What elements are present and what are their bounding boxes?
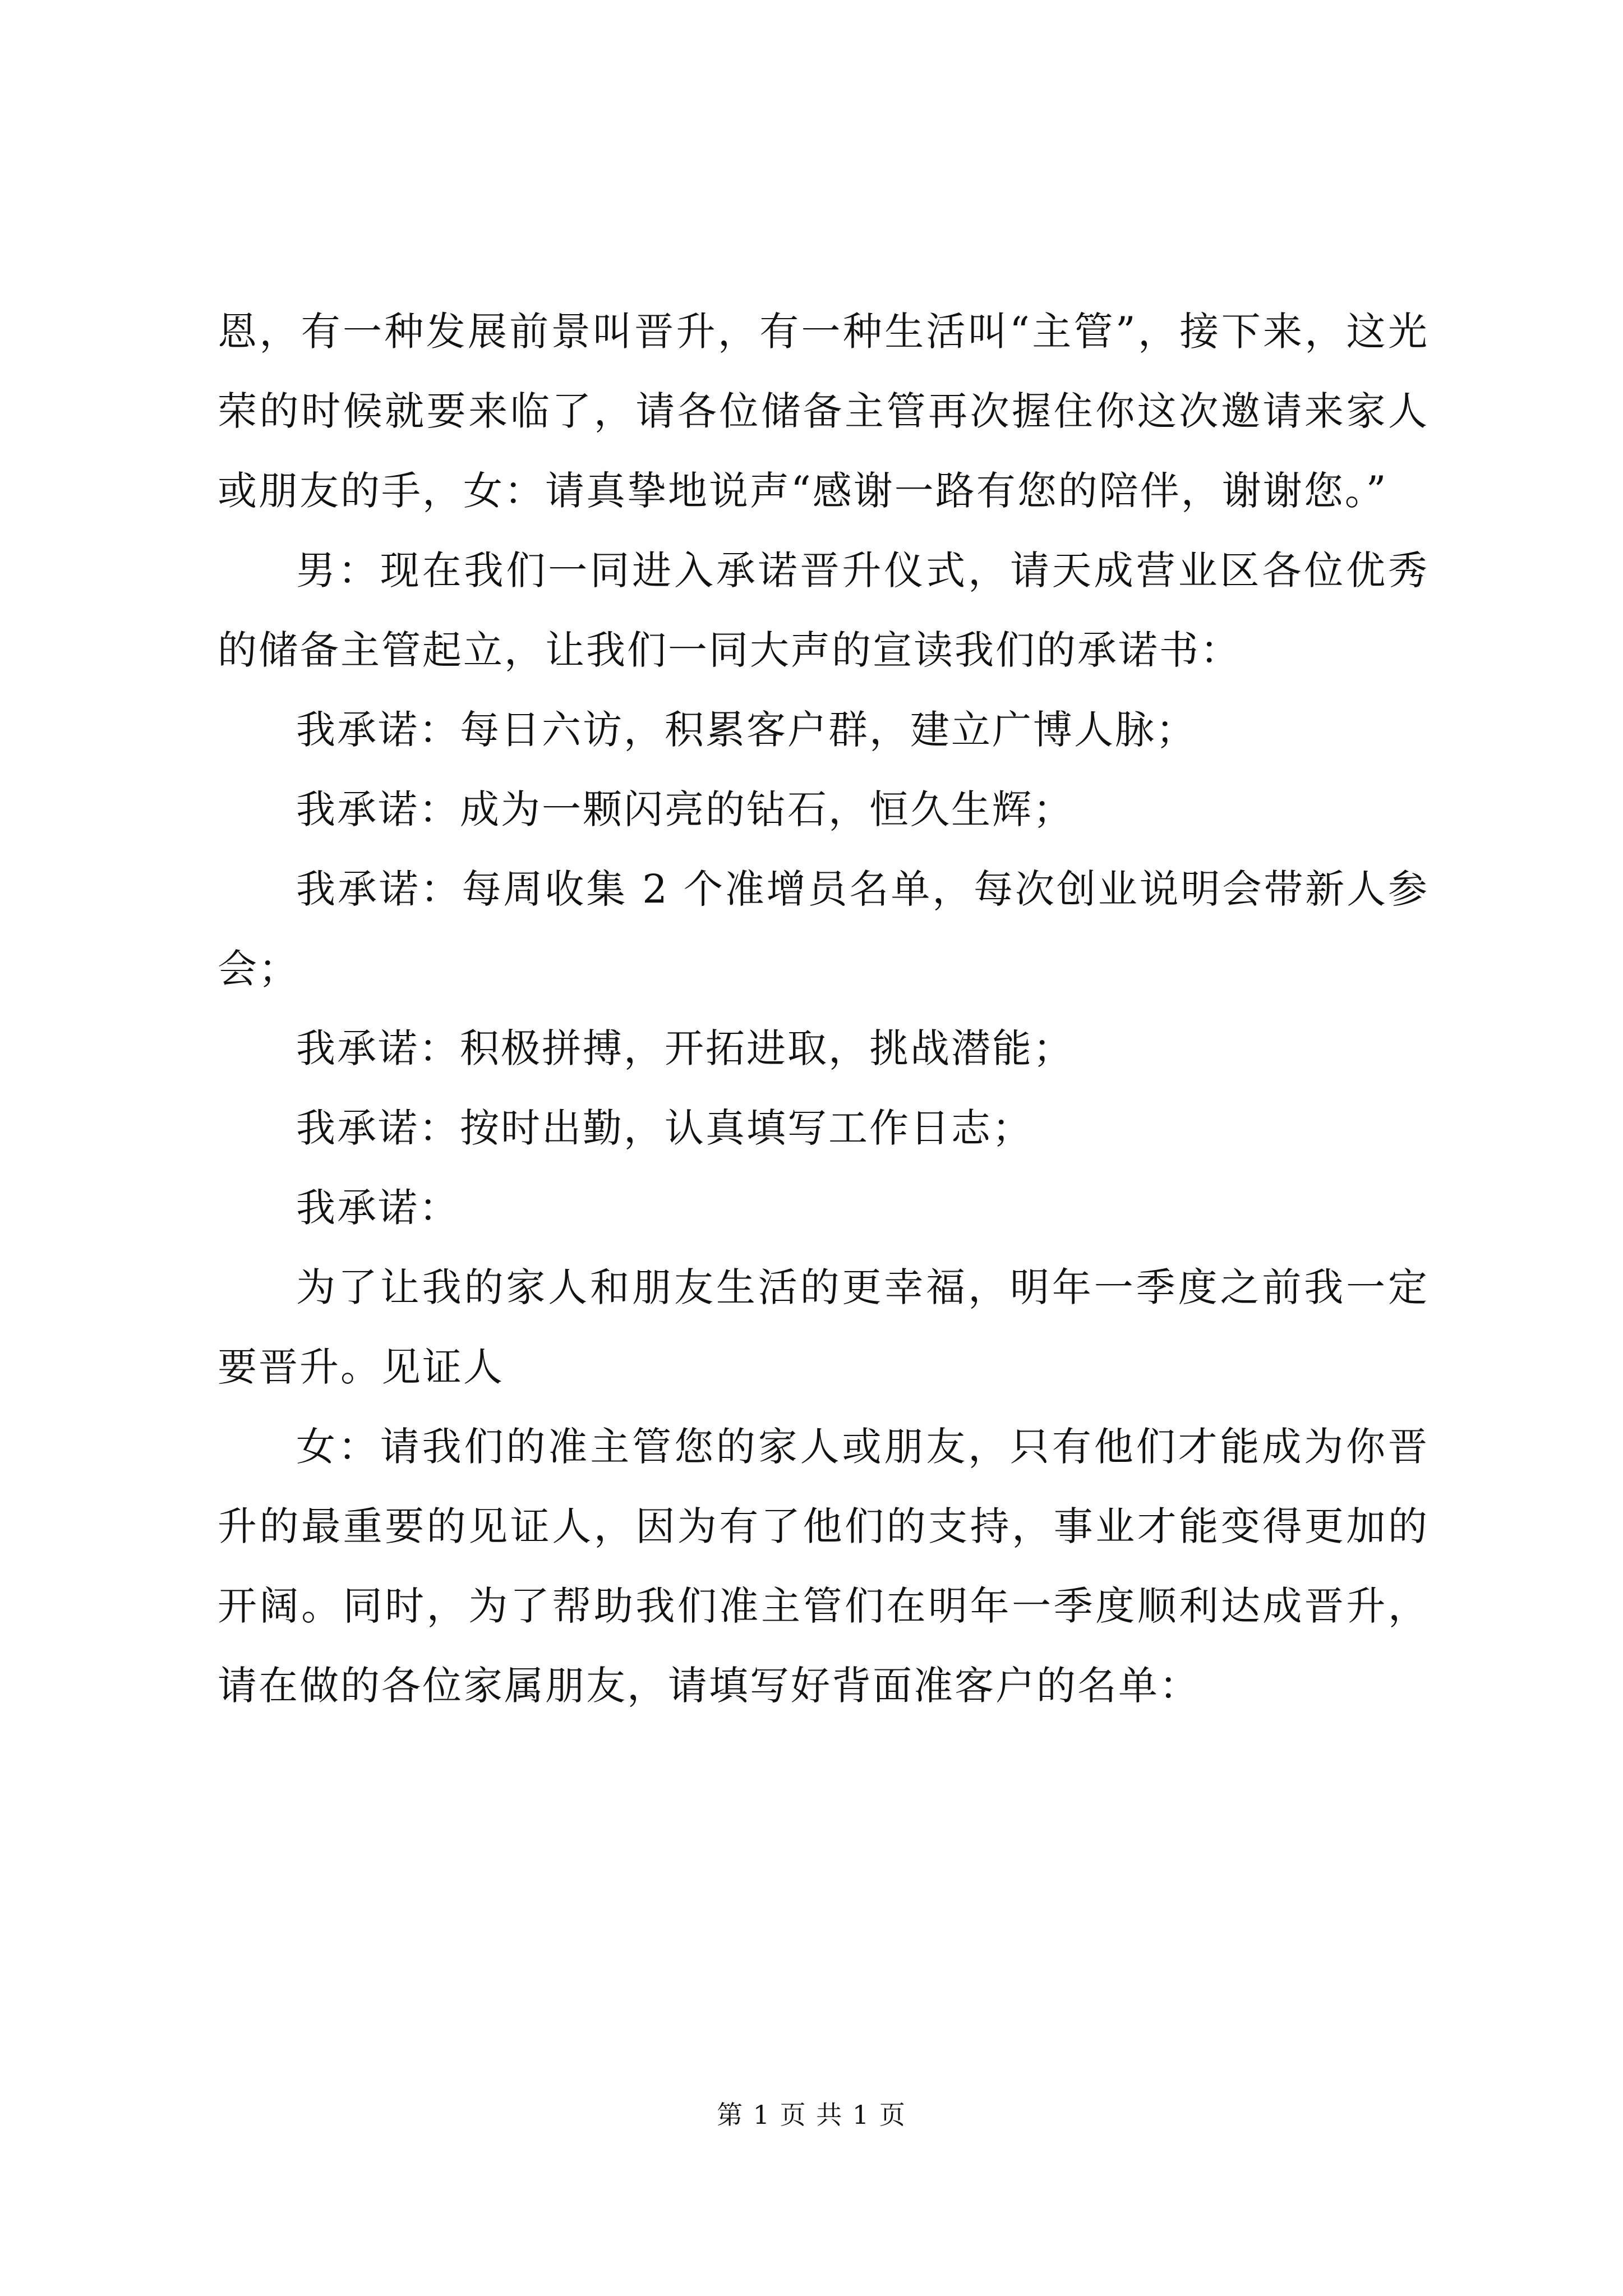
paragraph-8: 我承诺： — [296, 1185, 460, 1231]
page-number-footer: 第 1 页 共 1 页 — [717, 2100, 906, 2130]
paragraph-6: 我承诺：积极拼搏，开拓进取，挑战潜能； — [296, 1025, 1074, 1071]
paragraph-7: 我承诺：按时出勤，认真填写工作日志； — [296, 1105, 1033, 1151]
paragraph-9: 为了让我的家人和朋友生活的更幸福，明年一季度之前我一定要晋升。见证人 — [218, 1264, 1429, 1390]
paragraph-3: 我承诺：每日六访，积累客户群，建立广博人脉； — [296, 707, 1197, 753]
paragraph-10: 女：请我们的准主管您的家人或朋友，只有他们才能成为你晋升的最重要的见证人，因为有了他们的支持，事业才能变得更加的开阔。同时，为了帮助我们准主管们在明年一季度顺利达成晋升，请在做的各位家属朋友，请填写好背面准客户的名单： — [218, 1424, 1429, 1709]
paragraph-2: 男：现在我们一同进入承诺晋升仪式，请天成营业区各位优秀的储备主管起立，让我们一同大声的宣读我们的承诺书： — [218, 547, 1429, 673]
paragraph-5: 我承诺：每周收集 2 个准增员名单，每次创业说明会带新人参会； — [218, 866, 1429, 992]
paragraph-1: 恩，有一种发展前景叫晋升，有一种生活叫“主管”，接下来，这光荣的时候就要来临了，请各位储备主管再次握住你这次邀请来家人或朋友的手，女：请真挚地说声“感谢一路有您的陪伴，谢谢您。” — [218, 309, 1429, 514]
document-body — [218, 292, 1429, 1726]
paragraph-4: 我承诺：成为一颗闪亮的钻石，恒久生辉； — [296, 786, 1074, 832]
